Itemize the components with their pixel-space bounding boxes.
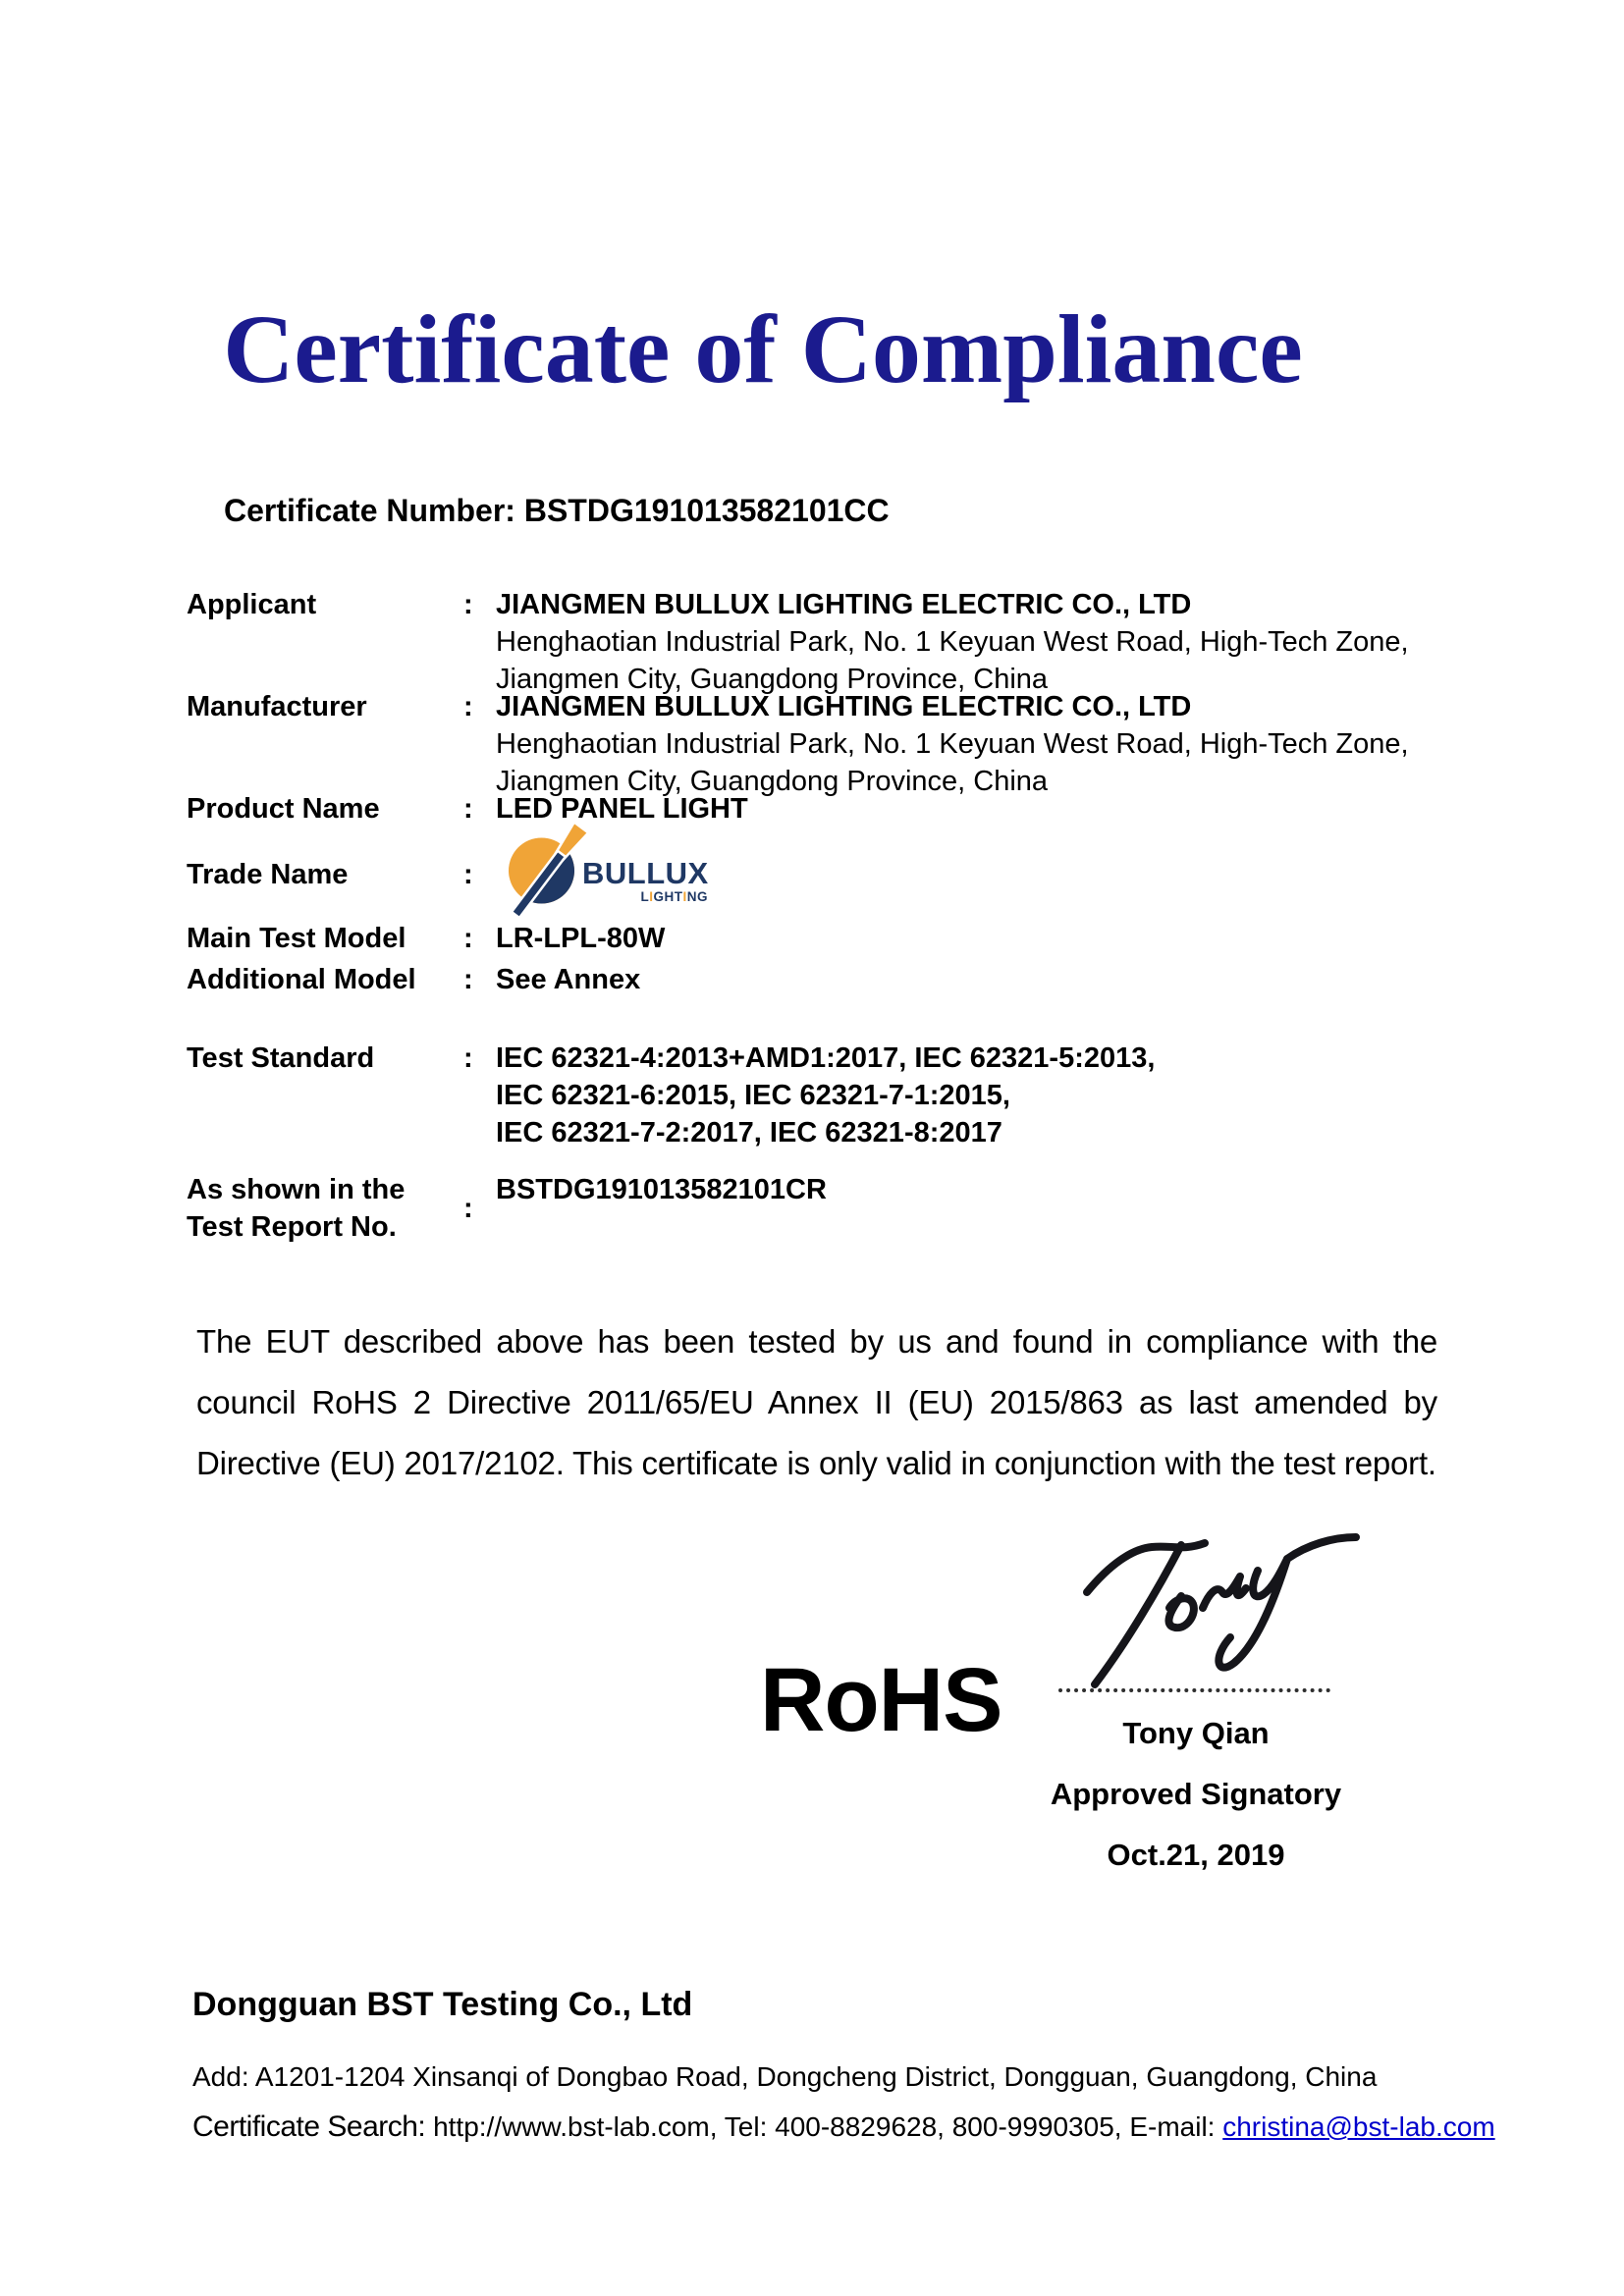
signature-date: Oct.21, 2019 bbox=[1107, 1838, 1285, 1872]
test-standard-value bbox=[496, 1040, 1155, 1151]
footer-lab-name: Dongguan BST Testing Co., Ltd bbox=[192, 1986, 693, 2023]
field-value bbox=[496, 688, 1409, 800]
certificate-number-value: BSTDG191013582101CC bbox=[523, 493, 890, 528]
field-main-test-model bbox=[187, 920, 665, 957]
field-test-standard bbox=[187, 1040, 1155, 1151]
footer-search-label: Certificate Search: bbox=[192, 2110, 426, 2143]
field-colon: : bbox=[463, 859, 473, 890]
manufacturer-company: JIANGMEN BULLUX LIGHTING ELECTRIC CO., LTD bbox=[496, 691, 1192, 722]
signature-icon bbox=[1065, 1527, 1370, 1689]
field-additional-model bbox=[187, 961, 640, 998]
footer-search-body: http://www.bst-lab.com, Tel: 400-8829628, 800-9990305, E-mail: bbox=[433, 2111, 1216, 2142]
field-label: Additional Model bbox=[187, 964, 416, 995]
test-report-value: BSTDG191013582101CR bbox=[496, 1174, 827, 1205]
additional-model-value: See Annex bbox=[496, 964, 641, 995]
field-label: Applicant bbox=[187, 589, 317, 620]
rohs-mark: RoHS bbox=[760, 1650, 1002, 1750]
applicant-company: JIANGMEN BULLUX LIGHTING ELECTRIC CO., LTD bbox=[496, 589, 1192, 620]
field-label: Product Name bbox=[187, 793, 380, 825]
bullux-logo-text bbox=[582, 858, 708, 904]
test-standard-line3: IEC 62321-7-2:2017, IEC 62321-8:2017 bbox=[496, 1117, 1002, 1148]
field-colon: : bbox=[463, 1193, 473, 1224]
field-colon: : bbox=[463, 1042, 473, 1074]
logo-sub-letter: NG bbox=[686, 889, 708, 904]
test-report-label-line1: As shown in the bbox=[187, 1174, 406, 1205]
signature-line bbox=[1058, 1688, 1330, 1692]
signatory-title: Approved Signatory bbox=[1050, 1777, 1342, 1811]
logo-sub-letter: L bbox=[640, 889, 650, 904]
bullux-sub-name bbox=[582, 889, 708, 904]
test-standard-line2: IEC 62321-6:2015, IEC 62321-7-1:2015, bbox=[496, 1080, 1010, 1111]
bullux-brand-name: BULLUX bbox=[582, 856, 709, 890]
field-label bbox=[187, 1171, 463, 1246]
field-value bbox=[496, 586, 1409, 698]
footer-email-link[interactable]: christina@bst-lab.com bbox=[1222, 2111, 1495, 2142]
field-trade-name bbox=[187, 856, 496, 893]
field-applicant bbox=[187, 586, 1409, 698]
field-colon: : bbox=[463, 793, 473, 825]
field-label: Main Test Model bbox=[187, 923, 406, 954]
test-report-label-line2: Test Report No. bbox=[187, 1211, 397, 1243]
manufacturer-address-line2: Jiangmen City, Guangdong Province, China bbox=[496, 766, 1049, 797]
field-manufacturer bbox=[187, 688, 1409, 800]
field-colon: : bbox=[463, 691, 473, 722]
field-colon: : bbox=[463, 589, 473, 620]
manufacturer-address-line1: Henghaotian Industrial Park, No. 1 Keyuan West Road, High-Tech Zone, bbox=[496, 728, 1409, 760]
product-name-value: LED PANEL LIGHT bbox=[496, 793, 748, 825]
logo-sub-letter: I bbox=[649, 889, 654, 904]
field-test-report bbox=[187, 1171, 827, 1246]
logo-sub-letter: I bbox=[682, 889, 687, 904]
applicant-address-line1: Henghaotian Industrial Park, No. 1 Keyuan West Road, High-Tech Zone, bbox=[496, 626, 1409, 658]
field-colon: : bbox=[463, 964, 473, 995]
logo-sub-letter: GHT bbox=[653, 889, 683, 904]
compliance-statement: The EUT described above has been tested by us and found in compliance with the council RoHS 2 Directive 2011/65/EU Annex II (EU) 2015/863 as last amended by Directive (EU) 2017/2102. This certificate is only valid in conjunction with the test report. bbox=[196, 1323, 1437, 1481]
footer-lab-address: Add: A1201-1204 Xinsanqi of Dongbao Road, Dongcheng District, Dongguan, Guangdong, China bbox=[192, 2061, 1378, 2092]
field-colon: : bbox=[463, 923, 473, 954]
main-test-model-value: LR-LPL-80W bbox=[496, 923, 666, 954]
field-label: Manufacturer bbox=[187, 691, 367, 722]
signatory-name: Tony Qian bbox=[1122, 1716, 1270, 1750]
field-label: Trade Name bbox=[187, 859, 349, 890]
bullux-logo bbox=[496, 823, 722, 931]
certificate-number bbox=[224, 493, 890, 529]
footer-search-line bbox=[192, 2110, 1495, 2144]
test-standard-line1: IEC 62321-4:2013+AMD1:2017, IEC 62321-5:2013, bbox=[496, 1042, 1156, 1074]
field-label: Test Standard bbox=[187, 1042, 375, 1074]
certificate-title: Certificate of Compliance bbox=[223, 294, 1303, 403]
applicant-address-line2: Jiangmen City, Guangdong Province, China bbox=[496, 664, 1049, 695]
certificate-number-label: Certificate Number: bbox=[224, 493, 515, 528]
